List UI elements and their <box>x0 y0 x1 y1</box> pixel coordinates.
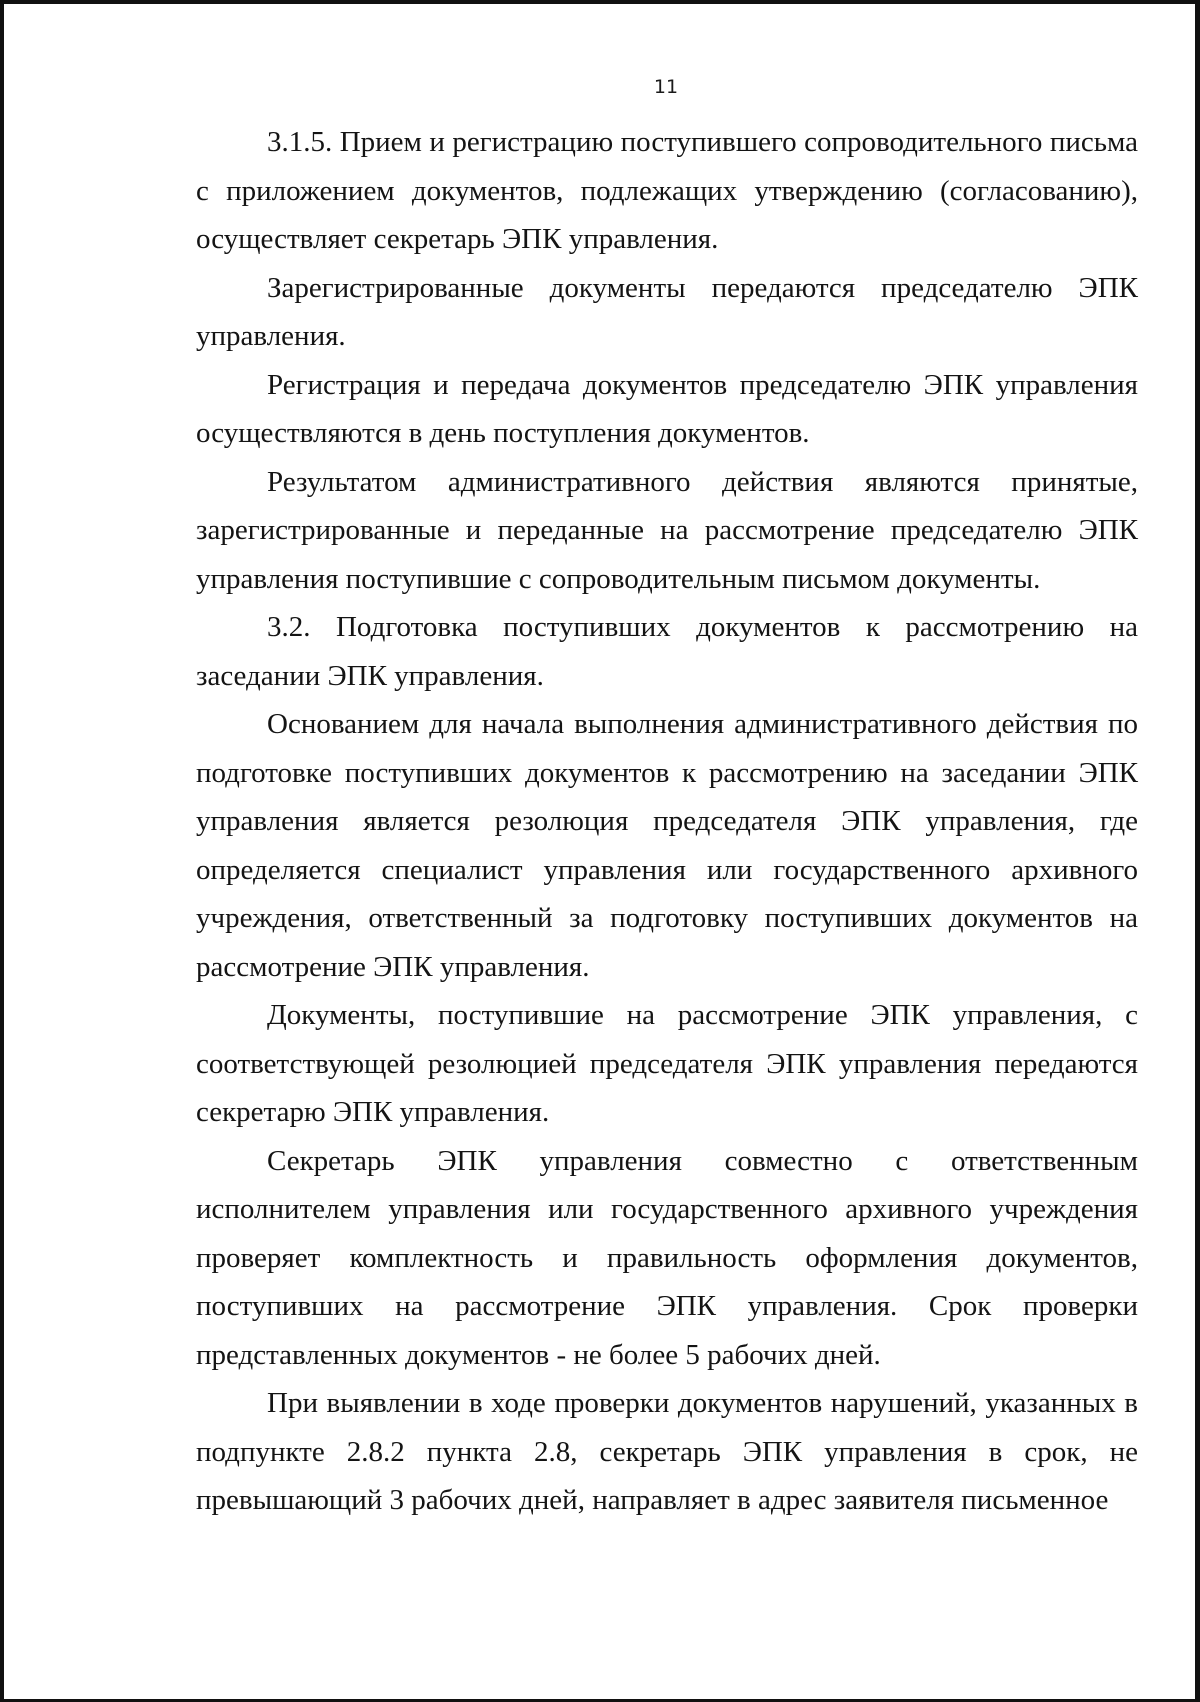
paragraph-violations: При выявлении в ходе проверки документов нарушений, указанных в подпункте 2.8.2 пункта 2.8, секретарь ЭПК управления в срок, не превышающий 3 рабочих дней, направляет в адрес заявителя письменное <box>196 1387 1138 1516</box>
paragraph-basis: Основанием для начала выполнения административного действия по подготовке поступивших документов к рассмотрению на заседании ЭПК управления является резолюция председателя ЭПК управления, где определяется специалист управления или государственного архивного учреждения, ответственный за подготовку поступивших документов на рассмотрение ЭПК управления. <box>196 708 1138 983</box>
scan-border-top <box>0 0 1200 4</box>
paragraph-documents-received: Документы, поступившие на рассмотрение ЭПК управления, с соответствующей резолюцией председателя ЭПК управления передаются секретарю ЭПК управления. <box>196 999 1138 1128</box>
page-number: 11 <box>653 76 679 98</box>
paragraph-registration-transfer: Регистрация и передача документов председателю ЭПК управления осуществляются в день поступления документов. <box>196 368 1138 449</box>
paragraph-3-1-5: 3.1.5. Прием и регистрацию поступившего сопроводительного письма с приложением документов, подлежащих утверждению (согласованию), осуществляет секретарь ЭПК управления. <box>196 126 1138 255</box>
paragraph-registered-documents: Зарегистрированные документы передаются председателю ЭПК управления. <box>196 271 1138 352</box>
paragraph-secretary-check: Секретарь ЭПК управления совместно с ответственным исполнителем управления или государственного архивного учреждения проверяет комплектность и правильность оформления документов, поступивших на рассмотрение ЭПК управления. Срок проверки представленных документов - не более 5 рабочих дней. <box>196 1144 1138 1371</box>
paragraph-3-2: 3.2. Подготовка поступивших документов к рассмотрению на заседании ЭПК управления. <box>196 611 1138 692</box>
scan-border-left <box>0 0 4 1702</box>
document-body <box>196 118 1138 1525</box>
paragraph-result: Результатом административного действия являются принятые, зарегистрированные и переданные на рассмотрение председателю ЭПК управления поступившие с сопроводительным письмом документы. <box>196 465 1138 595</box>
scan-border-right <box>1195 0 1200 1702</box>
